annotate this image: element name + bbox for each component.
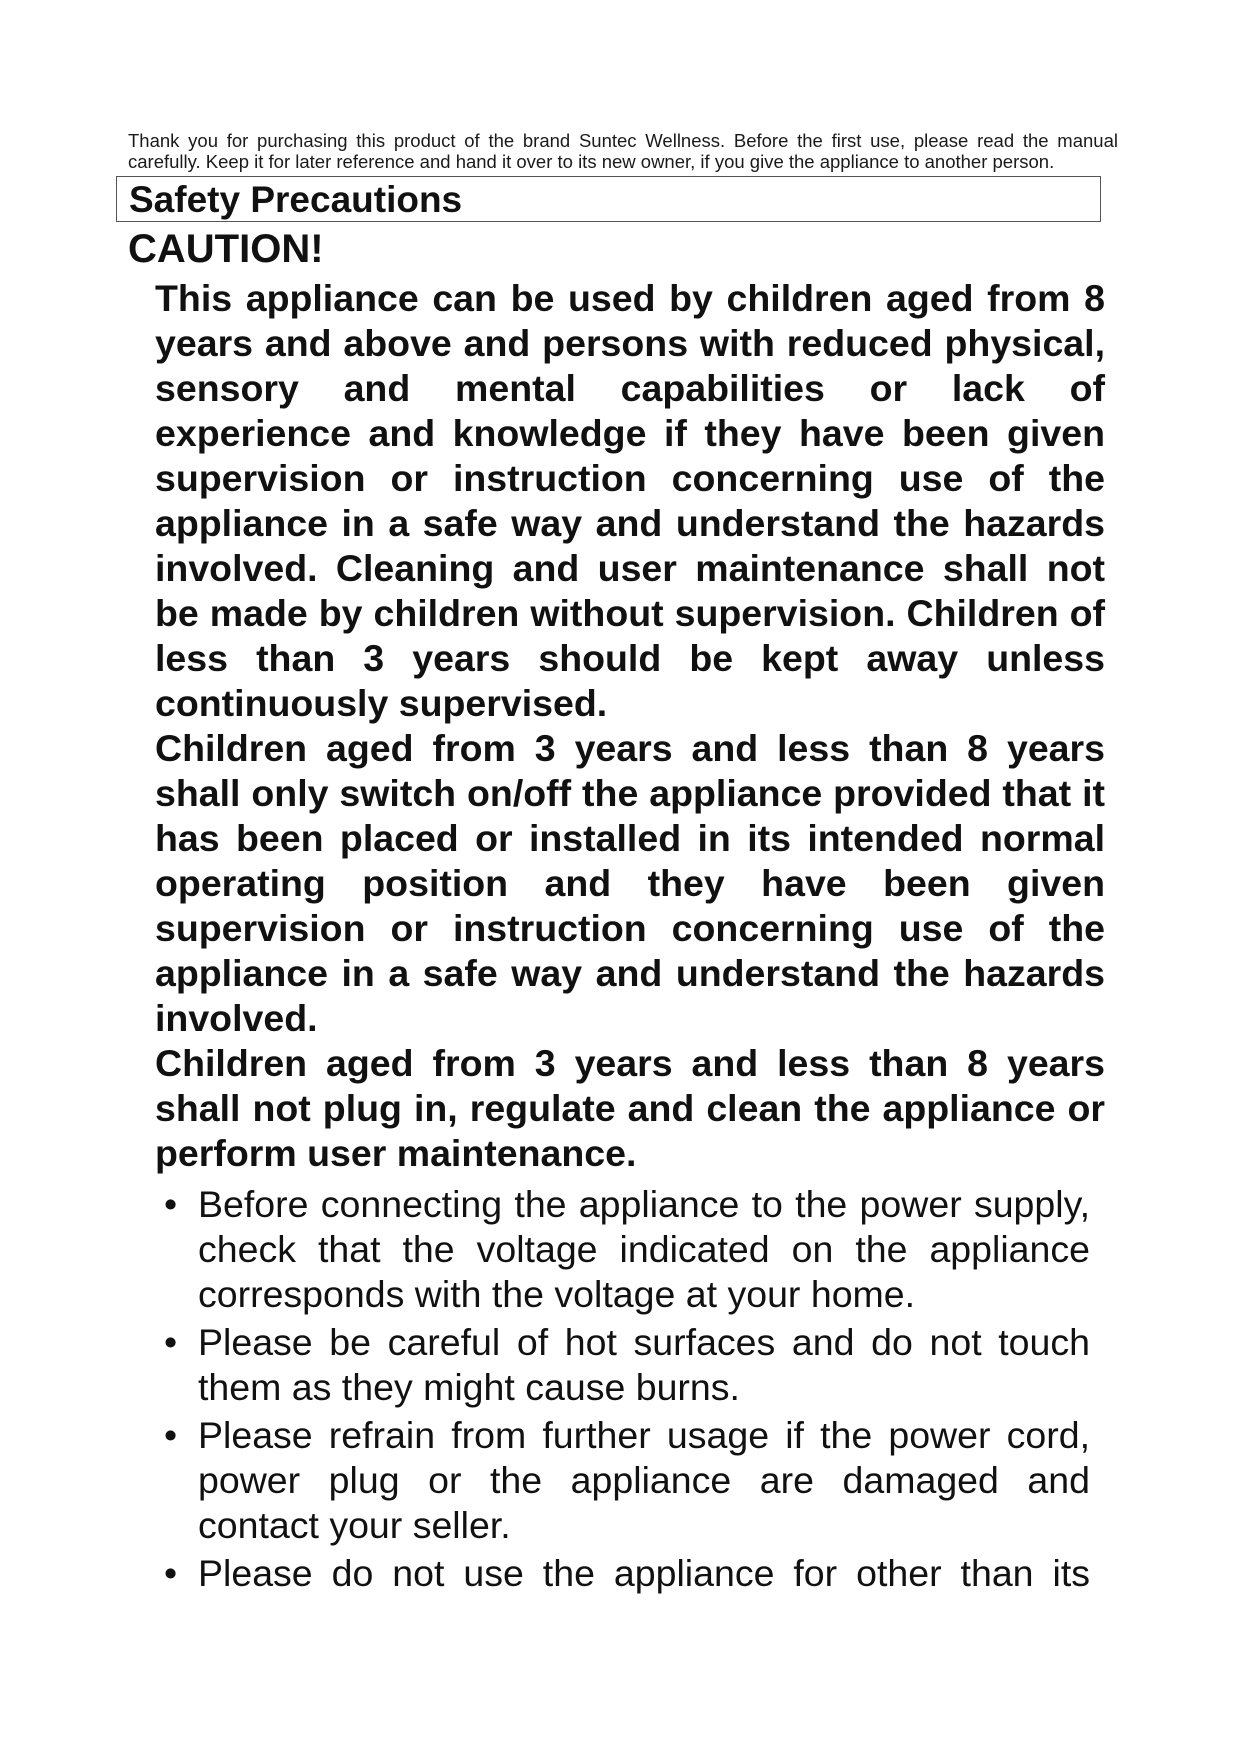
bullet-text: Before connecting the appliance to the power supply, check that the voltage indicated on the appliance corresponds with the voltage at your home. [198,1183,1090,1315]
caution-paragraph: This appliance can be used by children aged from 8 years and above and persons with reduced physical, sensory and mental capabilities or lack of experience and knowledge if they have been given supervision or instruction concerning use of the appliance in a safe way and understand the hazards involved. Cleaning and user maintenance shall not be made by children without supervision. Children of less than 3 years should be kept away unless continuously supervised. [155,277,1105,724]
bullet-item [160,1413,1090,1548]
caution-paragraph: Children aged from 3 years and less than 8 years shall not plug in, regulate and clean the appliance or perform user maintenance. [155,1042,1105,1174]
safety-bullet-list [160,1182,1090,1599]
section-title: Safety Precautions [129,179,463,220]
caution-block [155,276,1105,1176]
caution-paragraph: Children aged from 3 years and less than 8 years shall only switch on/off the appliance provided that it has been placed or installed in its intended normal operating position and they have been given supervision or instruction concerning use of the appliance in a safe way and understand the hazards involved. [155,727,1105,1039]
intro-text: Thank you for purchasing this product of the brand Suntec Wellness. Before the first use, please read the manual carefully. Keep it for later reference and hand it over to its new owner, if you give the appliance to another person. [128,130,1118,172]
bullet-item [160,1320,1090,1410]
caution-heading: CAUTION! [128,227,324,271]
bullet-icon: • [164,1183,178,1225]
bullet-icon: • [164,1321,178,1363]
bullet-text: Please be careful of hot surfaces and do not touch them as they might cause burns. [198,1321,1090,1408]
bullet-icon: • [164,1414,178,1456]
bullet-icon: • [164,1552,178,1594]
bullet-text: Please do not use the appliance for other than its [198,1552,1090,1594]
bullet-item [160,1551,1090,1596]
bullet-text: Please refrain from further usage if the power cord, power plug or the appliance are damaged and contact your seller. [198,1414,1090,1546]
section-header [116,176,1101,222]
bullet-item [160,1182,1090,1317]
